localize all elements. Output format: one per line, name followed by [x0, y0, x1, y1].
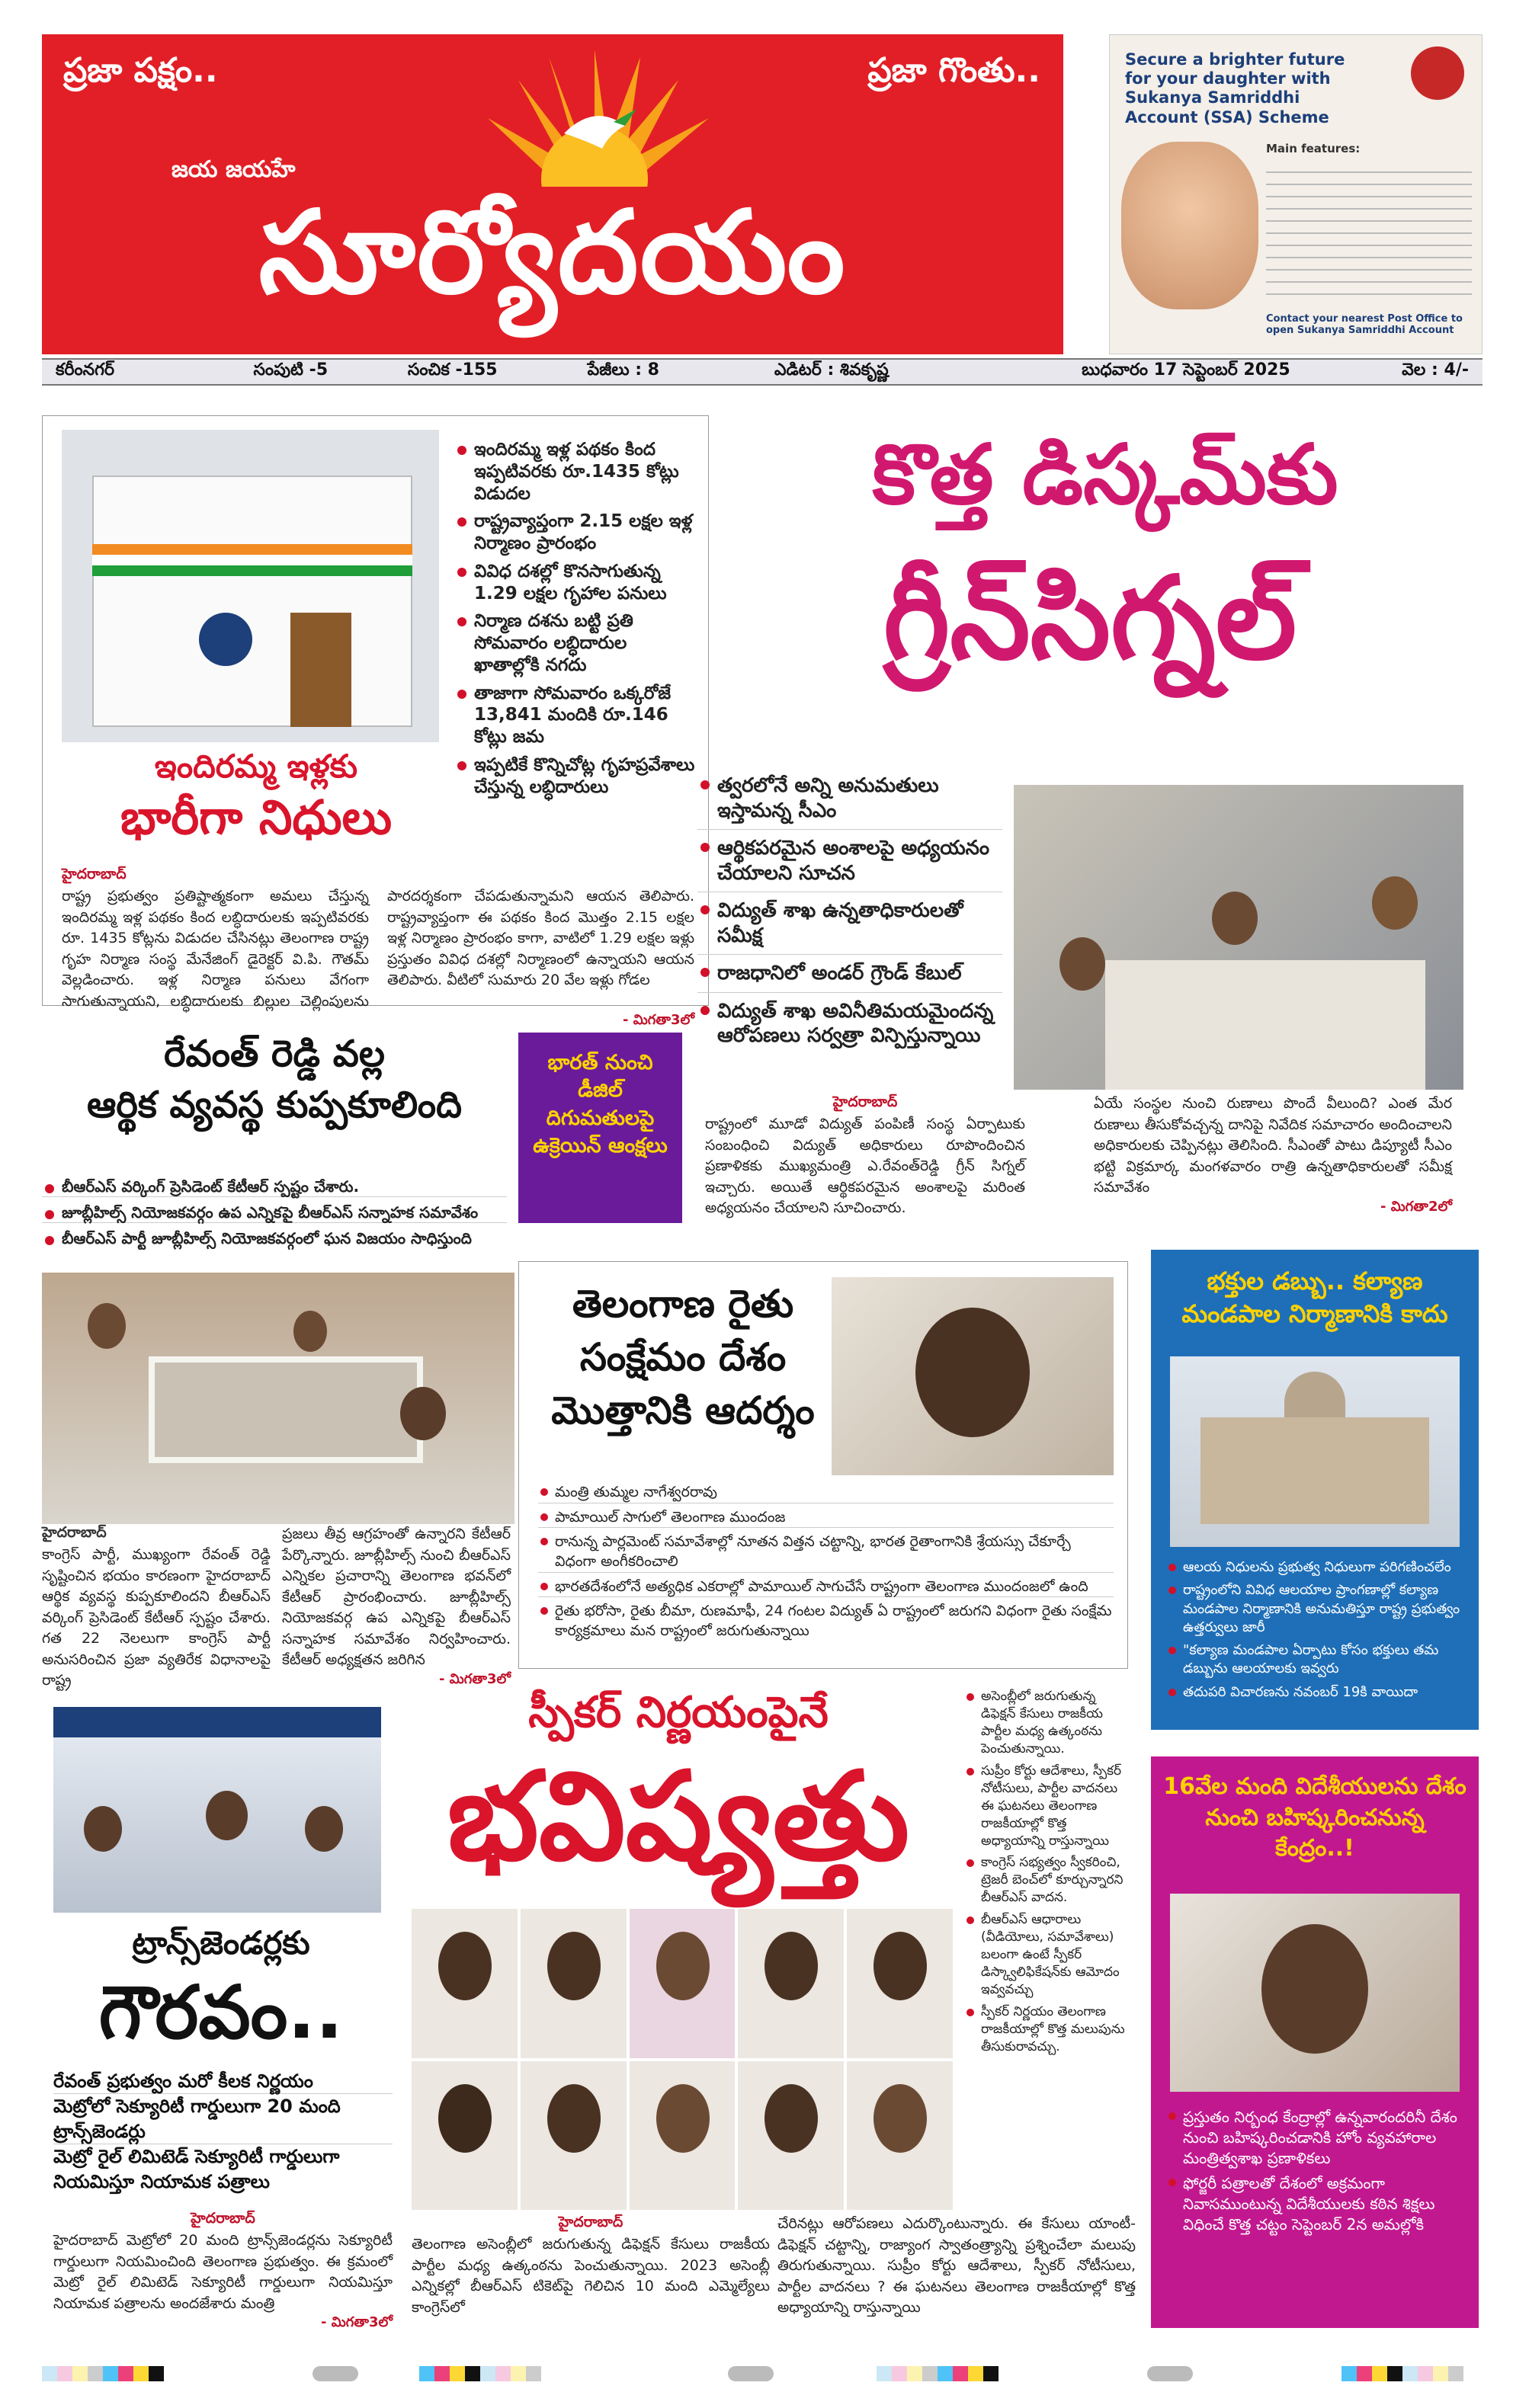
swatch	[953, 2366, 968, 2381]
court-building	[1200, 1417, 1429, 1524]
person-face	[206, 1791, 248, 1840]
mla-photo	[738, 2061, 844, 2211]
swatch	[88, 2366, 103, 2381]
list-item: రానున్న పార్లమెంట్ సమావేశాల్లో నూతన విత్తన చట్టాన్ని, భారత రైతాంగానికి శ్రేయస్సు చేకూర్చే విధంగా అంగీకరించాలి	[538, 1532, 1114, 1572]
person-face	[547, 1932, 601, 2000]
list-item: ఆర్థికపరమైన అంశాలపై అధ్యయనం చేయాలని సూచన	[697, 836, 1002, 892]
info-issue: సంచిక -155	[407, 360, 498, 379]
swatch	[511, 2366, 526, 2381]
continued-link[interactable]: - మిగతా2లో	[1380, 1198, 1452, 1215]
speaker-headline-1: స్పీకర్ నిర్ణయంపైనే	[528, 1688, 829, 1737]
mla-photo	[521, 2061, 627, 2211]
mla-photo	[847, 1909, 953, 2058]
person-face	[765, 2084, 818, 2153]
person-face	[1372, 876, 1418, 930]
speaker-body-right: చేరినట్లు ఆరోపణలు ఎదుర్కొంటున్నారు. ఈ కేసులు యాంటీ-డిఫెక్షన్ చట్టాన్ని, రాజ్యాంగ స్వాతంత్ర్యాన్ని ప్రశ్నించేలా మలుపు తిరుగుతున్నాయి. సుప్రీం కోర్టు ఆదేశాలు, స్పీకర్ నోటీసులు, పార్టీల వాదనలు ? ఈ ఘటనలు తెలంగాణ రాజకీయాల్లో కొత్త అధ్యాయాన్ని రాస్తున్నాయి	[777, 2215, 1136, 2317]
list-item: రాజధానిలో అండర్ గ్రౌండ్ కేబుల్	[697, 961, 1002, 993]
list-item: పామాయిల్ సాగులో తెలంగాణ ముందంజ	[538, 1508, 1114, 1529]
list-item: ప్రస్తుతం నిర్బంధ కేంద్రాల్లో ఉన్నవారందరినీ దేశం నుంచి బహిష్కరించడానికి హోం వ్యవహారాల మంత్రిత్వశాఖ ప్రణాళికలు	[1166, 2107, 1467, 2169]
list-item: రైతు భరోసా, రైతు బీమా, రుణమాఫీ, 24 గంటల విద్యుత్ ఏ రాష్ట్రంలో జరుగని విధంగా రైతు సంక్షేమ కార్యక్రమాలు మన రాష్ట్రంలో జరుగుతున్నాయి	[538, 1602, 1114, 1641]
indiramma-text	[62, 866, 694, 1031]
indiramma-body: రాష్ట్ర ప్రభుత్వం ప్రతిష్టాత్మకంగా అమలు చేస్తున్న ఇందిరమ్మ ఇళ్ల పథకం కింద లబ్ధిదారులకు ఇప్పటివరకు రూ. 1435 కోట్లను విడుదల చేసినట్లు తెలంగాణ రాష్ట్ర గృహ నిర్మాణ సంస్థ మేనేజింగ్ డైరెక్టర్ వి.పి. గౌతమ్ వెల్లడించారు. ఇళ్ల నిర్మాణ పనులు వేగంగా సాగుతున్నాయని, లబ్ధిదారులకు బిల్లుల చెల్లింపులను పారదర్శకంగా చేపడుతున్నామని ఆయన తెలిపారు. రాష్ట్రవ్యాప్తంగా ఈ పథకం కింద మొత్తం 2.15 లక్షల ఇళ్ల నిర్మాణం ప్రారంభం కాగా, వాటిలో 1.29 లక్షల ఇళ్లు ప్రస్తుతం వివిధ దశల్లో నిర్మాణంలో ఉన్నాయని ఆయన తెలిపారు. వీటిలో సుమారు 20 వేల ఇళ్లు గోడల	[62, 888, 694, 1010]
person-face	[400, 1387, 446, 1440]
info-editor: ఎడిటర్ : శివకృష్ణ	[774, 360, 889, 379]
transgender-headline-2: గౌరవం..	[98, 1970, 344, 2055]
dateline: హైదరాబాద్	[832, 1094, 898, 1110]
farmer-article[interactable]	[518, 1261, 1128, 1669]
mla-photo	[521, 1909, 627, 2058]
speaker-headline-2: భవిష్యత్తు	[447, 1745, 910, 1888]
mla-photo	[738, 1909, 844, 2058]
brs-meeting-photo	[42, 1273, 514, 1524]
discom-bullets	[697, 773, 1002, 1055]
swatch	[103, 2366, 118, 2381]
devotees-headline: భక్తుల డబ్బు.. కల్యాణ మండపాల నిర్మాణానికి కాదు	[1181, 1266, 1448, 1329]
indiramma-article[interactable]	[42, 415, 709, 1029]
swatch	[495, 2366, 511, 2381]
list-item: కాంగ్రెస్ సభ్యత్వం స్వీకరించి, ట్రెజరీ బెంచ్‌లో కూర్చున్నారని బీఆర్‌ఎస్ వాదన.	[964, 1854, 1132, 1907]
mla-photo	[412, 2061, 518, 2211]
list-item: బీఆర్‌ఎస్ ఆధారాలు (వీడియోలు, సమావేశాలు) బలంగా ఉంటే స్పీకర్ డిస్క్వాలిఫికేషన్‌కు ఆమోదం ఇవ్వవచ్చు	[964, 1911, 1132, 1999]
list-item: ఆలయ నిధులను ప్రభుత్వ నిధులుగా పరిగణించలేం	[1166, 1558, 1467, 1577]
color-register-bar	[1342, 2366, 1463, 2381]
mla-photo-grid	[412, 1909, 953, 2210]
swatch	[1402, 2366, 1418, 2381]
info-city: కరీంనగర్	[56, 360, 115, 379]
list-item: బీఆర్‌ఎస్ పార్టీ జూబ్లీహిల్స్ నియోజకవర్గంలో ఘన విజయం సాధిస్తుంది	[42, 1229, 507, 1248]
person-face	[438, 1932, 492, 2000]
house-wall	[92, 476, 412, 727]
minister-photo	[832, 1277, 1114, 1475]
swatch	[1418, 2366, 1433, 2381]
revanth-headline	[42, 1029, 507, 1131]
transgender-headline-1: ట్రాన్స్‌జెండర్లకు	[132, 1924, 310, 1961]
swatch	[1387, 2366, 1402, 2381]
info-pages: పేజీలు : 8	[587, 360, 659, 379]
banner	[53, 1707, 381, 1737]
house-illustration	[62, 430, 439, 742]
foreigners-bullets	[1166, 2107, 1467, 2240]
revanth-text-left	[42, 1524, 271, 1692]
swatch	[983, 2366, 999, 2381]
list-item: త్వరలోనే అన్ని అనుమతులు ఇస్తామన్న సీఎం	[697, 773, 1002, 830]
revanth-text-right	[282, 1524, 511, 1690]
house-stripe-white	[92, 555, 412, 565]
info-volume: సంపుటి -5	[253, 360, 329, 379]
court-photo	[1170, 1356, 1460, 1547]
farmer-bullets	[538, 1483, 1114, 1645]
swatch	[57, 2366, 72, 2381]
list-item: ఇప్పటికే కొన్నిచోట్ల గృహప్రవేశాలు చేస్తున్న లబ్ధిదారులు	[454, 754, 698, 799]
masthead-slogan-right: ప్రజా గొంతు..	[867, 51, 1040, 90]
continued-link[interactable]: - మిగతా3లో	[439, 1670, 511, 1687]
list-item: మెట్రోలో సెక్యూరిటీ గార్డులుగా 20 మంది ట్రాన్స్‌జెండర్లు	[53, 2094, 393, 2144]
dateline: హైదరాబాద్	[42, 1524, 107, 1541]
house-stripe-green	[92, 565, 412, 576]
masthead-tagline: జయ జయహే	[171, 156, 296, 183]
swatch	[968, 2366, 983, 2381]
mla-photo	[630, 2061, 736, 2211]
info-price: వెల : 4/-	[1402, 360, 1469, 379]
masthead-slogan-left: ప్రజా పక్షం..	[63, 51, 218, 90]
swatch	[1433, 2366, 1448, 2381]
register-mark-icon	[728, 2366, 774, 2381]
swatch	[877, 2366, 892, 2381]
list-item: మంత్రి తుమ్మల నాగేశ్వరరావు	[538, 1483, 1114, 1503]
girl-photo	[1121, 142, 1258, 309]
person-face	[88, 1303, 126, 1349]
house-stripe-orange	[92, 544, 412, 555]
swatch	[72, 2366, 88, 2381]
register-mark-icon	[313, 2366, 358, 2381]
list-item: భారతదేశంలోనే అత్యధిక ఎకరాల్లో పామాయిల్ సాగుచేసే రాష్ట్రంగా తెలంగాణ ముందంజలో ఉంది	[538, 1577, 1114, 1598]
swatch	[434, 2366, 450, 2381]
revanth-bullets	[42, 1177, 507, 1254]
mla-photo	[847, 2061, 953, 2211]
continued-link[interactable]: - మిగతా3లో	[321, 2314, 393, 2331]
transgender-photo	[53, 1707, 381, 1913]
house-logo-icon	[199, 613, 252, 666]
transgender-body: హైదరాబాద్ మెట్రోలో 20 మంది ట్రాన్స్‌జెండర్లను సెక్యూరిటీ గార్డులుగా నియమించింది తెలంగాణ ప్రభుత్వం. ఈ క్రమంలో మెట్రో రైల్ లిమిటెడ్ సెక్యూరిటీ గార్డులుగా నియమిస్తూ నియామక పత్రాలను అందజేశారు మంత్రి	[53, 2232, 393, 2312]
mla-photo	[630, 1909, 736, 2058]
ad-footer: Contact your nearest Post Office to open Sukanya Samriddhi Account	[1266, 313, 1463, 336]
swatch	[1448, 2366, 1463, 2381]
foreigners-headline: 16వేల మంది విదేశీయులను దేశం నుంచి బహిష్కరించనున్న కేంద్రం..!	[1163, 1773, 1467, 1862]
speaker-bullets	[964, 1688, 1132, 2061]
speaker-text-right	[777, 2214, 1136, 2319]
ad-headline: Secure a brighter future for your daughter with Sukanya Samriddhi Account (SSA) Scheme	[1125, 50, 1345, 126]
list-item: నిర్మాణ దశను బట్టి ప్రతి సోమవారం లబ్ధిదారుల ఖాతాల్లోకి నగదు	[454, 610, 698, 676]
list-item: "కల్యాణ మండపాల ఏర్పాటు కోసం భక్తులు తమ డబ్బును ఆలయాలకు ఇవ్వరు	[1166, 1641, 1467, 1679]
ad-feature-list	[1266, 161, 1472, 306]
discom-text-left	[705, 1094, 1025, 1219]
person-face	[438, 2084, 492, 2153]
devotees-article[interactable]	[1151, 1250, 1479, 1730]
list-item: తదుపరి విచారణను నవంబర్ 19కి వాయిదా	[1166, 1683, 1467, 1702]
discom-headline-2: గ్రీన్‌సిగ్నల్	[883, 552, 1297, 685]
discom-headline-1: కొత్త డిస్కమ్‌కు	[872, 427, 1338, 523]
swatch	[526, 2366, 541, 2381]
list-item: వివిధ దశల్లో కొనసాగుతున్న 1.29 లక్షల గృహాల పనులు	[454, 561, 698, 605]
swatch	[450, 2366, 465, 2381]
revanth-headline-2: ఆర్థిక వ్యవస్థ కుప్పకూలింది	[87, 1084, 462, 1127]
dateline: హైదరాబాద్	[62, 866, 127, 882]
person-face	[1261, 1924, 1368, 2054]
cm-meeting-photo	[1014, 785, 1463, 1090]
list-item: రేవంత్ ప్రభుత్వం మరో కీలక నిర్ణయం	[53, 2069, 393, 2094]
swatch	[42, 2366, 57, 2381]
list-item: స్పీకర్ నిర్ణయం తెలంగాణ రాజకీయాల్లో కొత్త మలుపును తీసుకురావచ్చు.	[964, 2003, 1132, 2056]
ad-sukanya[interactable]	[1109, 34, 1483, 354]
continued-link[interactable]: - మిగతా3లో	[623, 1012, 694, 1029]
swatch	[1342, 2366, 1357, 2381]
list-item: బీఆర్‌ఎస్ వర్కింగ్ ప్రెసిడెంట్ కేటీఆర్ స్పష్టం చేశారు.	[42, 1177, 507, 1197]
info-bar	[42, 358, 1483, 386]
person-face	[656, 1932, 710, 2000]
revanth-body-right: ప్రజలు తీవ్ర ఆగ్రహంతో ఉన్నారని కేటీఆర్ పేర్కొన్నారు. జూబ్లీహిల్స్ నుంచి బీఆర్‌ఎస్ ఎన్నికల ప్రచారాన్ని తెలంగాణ భవన్‌లో కేటీఆర్ ప్రారంభించారు. జూబ్లీహిల్స్ నియోజకవర్గ ఉప ఎన్నికపై బీఆర్‌ఎస్ సన్నాహక సమావేశం నిర్వహించారు. కేటీఆర్ అధ్యక్షతన జరిగిన	[282, 1526, 511, 1669]
register-mark-icon	[1147, 2366, 1193, 2381]
list-item: రాష్ట్రవ్యాప్తంగా 2.15 లక్షల ఇళ్ల నిర్మాణం ప్రారంభం	[454, 511, 698, 555]
swatch	[922, 2366, 938, 2381]
devotees-bullets	[1166, 1558, 1467, 1706]
person-face	[915, 1308, 1030, 1437]
home-minister-photo	[1170, 1894, 1460, 2092]
swatch	[465, 2366, 480, 2381]
masthead	[42, 34, 1063, 354]
transgender-lines	[53, 2069, 393, 2194]
person-face	[874, 2084, 927, 2153]
court-dome	[1284, 1372, 1345, 1417]
swatch	[118, 2366, 133, 2381]
meeting-table	[149, 1356, 423, 1463]
ad-features-label: Main features:	[1266, 142, 1361, 155]
person-face	[1212, 892, 1258, 945]
person-face	[547, 2084, 601, 2153]
swatch	[149, 2366, 164, 2381]
info-date: బుధవారం 17 సెప్టెంబర్ 2025	[1082, 360, 1290, 379]
list-item: తాజాగా సోమవారం ఒక్కరోజే 13,841 మందికి రూ.146 కోట్లు జమ	[454, 683, 698, 748]
list-item: విద్యుత్ శాఖ అవినీతిమయమైందన్న ఆరోపణలు సర్వత్రా విన్పిస్తున్నాయి	[697, 999, 1002, 1049]
person-face	[765, 1932, 818, 2000]
list-item: ఫోర్జరీ పత్రాలతో దేశంలో అక్రమంగా నివాసముంటున్న విదేశీయులకు కఠిన శిక్షలు విధించే కొత్త చట్టం సెప్టెంబర్ 2న అమల్లోకి	[1166, 2173, 1467, 2235]
list-item: సుప్రీం కోర్టు ఆదేశాలు, స్పీకర్ నోటీసులు, పార్టీల వాదనలు ఈ ఘటనలు తెలంగాణ రాజకీయాల్లో కొత్త అధ్యాయాన్ని రాస్తున్నాయి	[964, 1763, 1132, 1850]
indiramma-bullets	[454, 439, 698, 804]
color-register-bar	[419, 2366, 541, 2381]
discom-body-right: ఏయే సంస్థల నుంచి రుణాలు పొందే వీలుంది? ఎంత మేర రుణాలు తీసుకోవచ్చన్న దానిపై నివేదిక సమాచారం అందించాలని అధికారులకు చెప్పినట్లు తెలిసింది. సీఎంతో పాటు డిప్యూటీ సీఎం భట్టి విక్రమార్క మంగళవారం రాత్రి ఉన్నతాధికారులతో సమీక్ష సమావేశం	[1094, 1095, 1452, 1196]
discom-text-right	[1094, 1094, 1452, 1218]
india-post-logo-icon	[1411, 46, 1464, 100]
person-face	[293, 1311, 327, 1352]
list-item: జూబ్లీహిల్స్ నియోజకవర్గం ఉప ఎన్నికపై బీఆర్‌ఎస్ సన్నాహక సమావేశం	[42, 1203, 507, 1223]
swatch	[907, 2366, 922, 2381]
list-item: రాష్ట్రంలోని వివిధ ఆలయాల ప్రాంగణాల్లో కల్యాణ మండపాల నిర్మాణానికి అనుమతిస్తూ రాష్ట్ర ప్రభుత్వం ఉత్తర్వులు జారీ	[1166, 1581, 1467, 1637]
speaker-text-left	[412, 2214, 770, 2318]
discom-body-left: రాష్ట్రంలో మూడో విద్యుత్ పంపిణీ సంస్థ ఏర్పాటుకు సంబంధించి విద్యుత్ అధికారులు రూపొందించిన ప్రణాళికకు ముఖ్యమంత్రి ఎ.రేవంత్‌రెడ్డి గ్రీన్ సిగ్నల్ ఇచ్చారు. అయితే ఆర్థికపరమైన అంశాలపై మరింత అధ్యయనం చేయాలని సూచించారు.	[705, 1116, 1025, 1217]
foreigners-article[interactable]	[1151, 1756, 1479, 2328]
list-item: మెట్రో రైల్ లిమిటెడ్ సెక్యూరిటీ గార్డులుగా నియమిస్తూ నియామక పత్రాలు	[53, 2146, 340, 2192]
house-door	[290, 613, 351, 727]
swatch	[1372, 2366, 1387, 2381]
speaker-body-left: తెలంగాణ అసెంబ్లీలో జరుగుతున్న డిఫెక్షన్ కేసులు రాజకీయ పార్టీల మధ్య ఉత్కంఠను పెంచుతున్నాయి. 2023 అసెంబ్లీ ఎన్నికల్లో బీఆర్‌ఎస్ టికెట్‌పై గెలిచిన 10 మంది ఎమ్మెల్యేలు కాంగ్రెస్‌లో	[412, 2236, 770, 2316]
transgender-text	[53, 2210, 393, 2333]
swatch	[480, 2366, 495, 2381]
person-face	[874, 1932, 927, 2000]
masthead-title: సూర్యోదయం	[258, 187, 847, 319]
person-face	[656, 2084, 710, 2153]
swatch	[938, 2366, 953, 2381]
list-item: అసెంబ్లీలో జరుగుతున్న డిఫెక్షన్ కేసులు రాజకీయ పార్టీల మధ్య ఉత్కంఠను పెంచుతున్నాయి.	[964, 1688, 1132, 1758]
revanth-body-left: కాంగ్రెస్ పార్టీ, ముఖ్యంగా రేవంత్ రెడ్డి సృష్టించిన భయం కారణంగా హైదరాబాద్ ఆర్థిక వ్యవస్థ కుప్పకూలిందని బీఆర్‌ఎస్ వర్కింగ్ ప్రెసిడెంట్ కేటీఆర్ స్పష్టం చేశారు. గత 22 నెలలుగా కాంగ్రెస్ పార్టీ అనుసరించిన ప్రజా వ్యతిరేక విధానాలపై రాష్ట్ర	[42, 1546, 271, 1689]
list-item: విద్యుత్ శాఖ ఉన్నతాధికారులతో సమీక్ష	[697, 898, 1002, 955]
person-face	[1059, 937, 1105, 991]
farmer-headline: తెలంగాణ రైతు సంక్షేమం దేశం మొత్తానికి ఆదర్శం	[551, 1282, 815, 1433]
list-item: ఇందిరమ్మ ఇళ్ల పథకం కింద ఇప్పటివరకు రూ.1435 కోట్లు విడుదల	[454, 439, 698, 504]
dateline: హైదరాబాద్	[558, 2214, 623, 2230]
swatch	[892, 2366, 907, 2381]
sun-logo-icon	[473, 50, 716, 187]
diesel-box[interactable]: భారత్ నుంచి డీజిల్ దిగుమతులపై ఉక్రెయిన్ ఆంక్షలు	[518, 1033, 682, 1223]
swatch	[133, 2366, 149, 2381]
indiramma-headline-1: ఇందిరమ్మ ఇళ్లకు	[154, 748, 358, 785]
person-face	[305, 1806, 343, 1852]
indiramma-headline-2: భారీగా నిధులు	[120, 789, 393, 845]
color-register-bar	[877, 2366, 999, 2381]
person-face	[84, 1806, 122, 1852]
mla-photo	[412, 1909, 518, 2058]
swatch	[419, 2366, 434, 2381]
swatch	[1357, 2366, 1372, 2381]
dateline: హైదరాబాద్	[191, 2210, 255, 2227]
revanth-headline-1: రేవంత్ రెడ్డి వల్ల	[164, 1033, 385, 1075]
color-register-bar	[42, 2366, 164, 2381]
meeting-table	[1105, 960, 1425, 1090]
